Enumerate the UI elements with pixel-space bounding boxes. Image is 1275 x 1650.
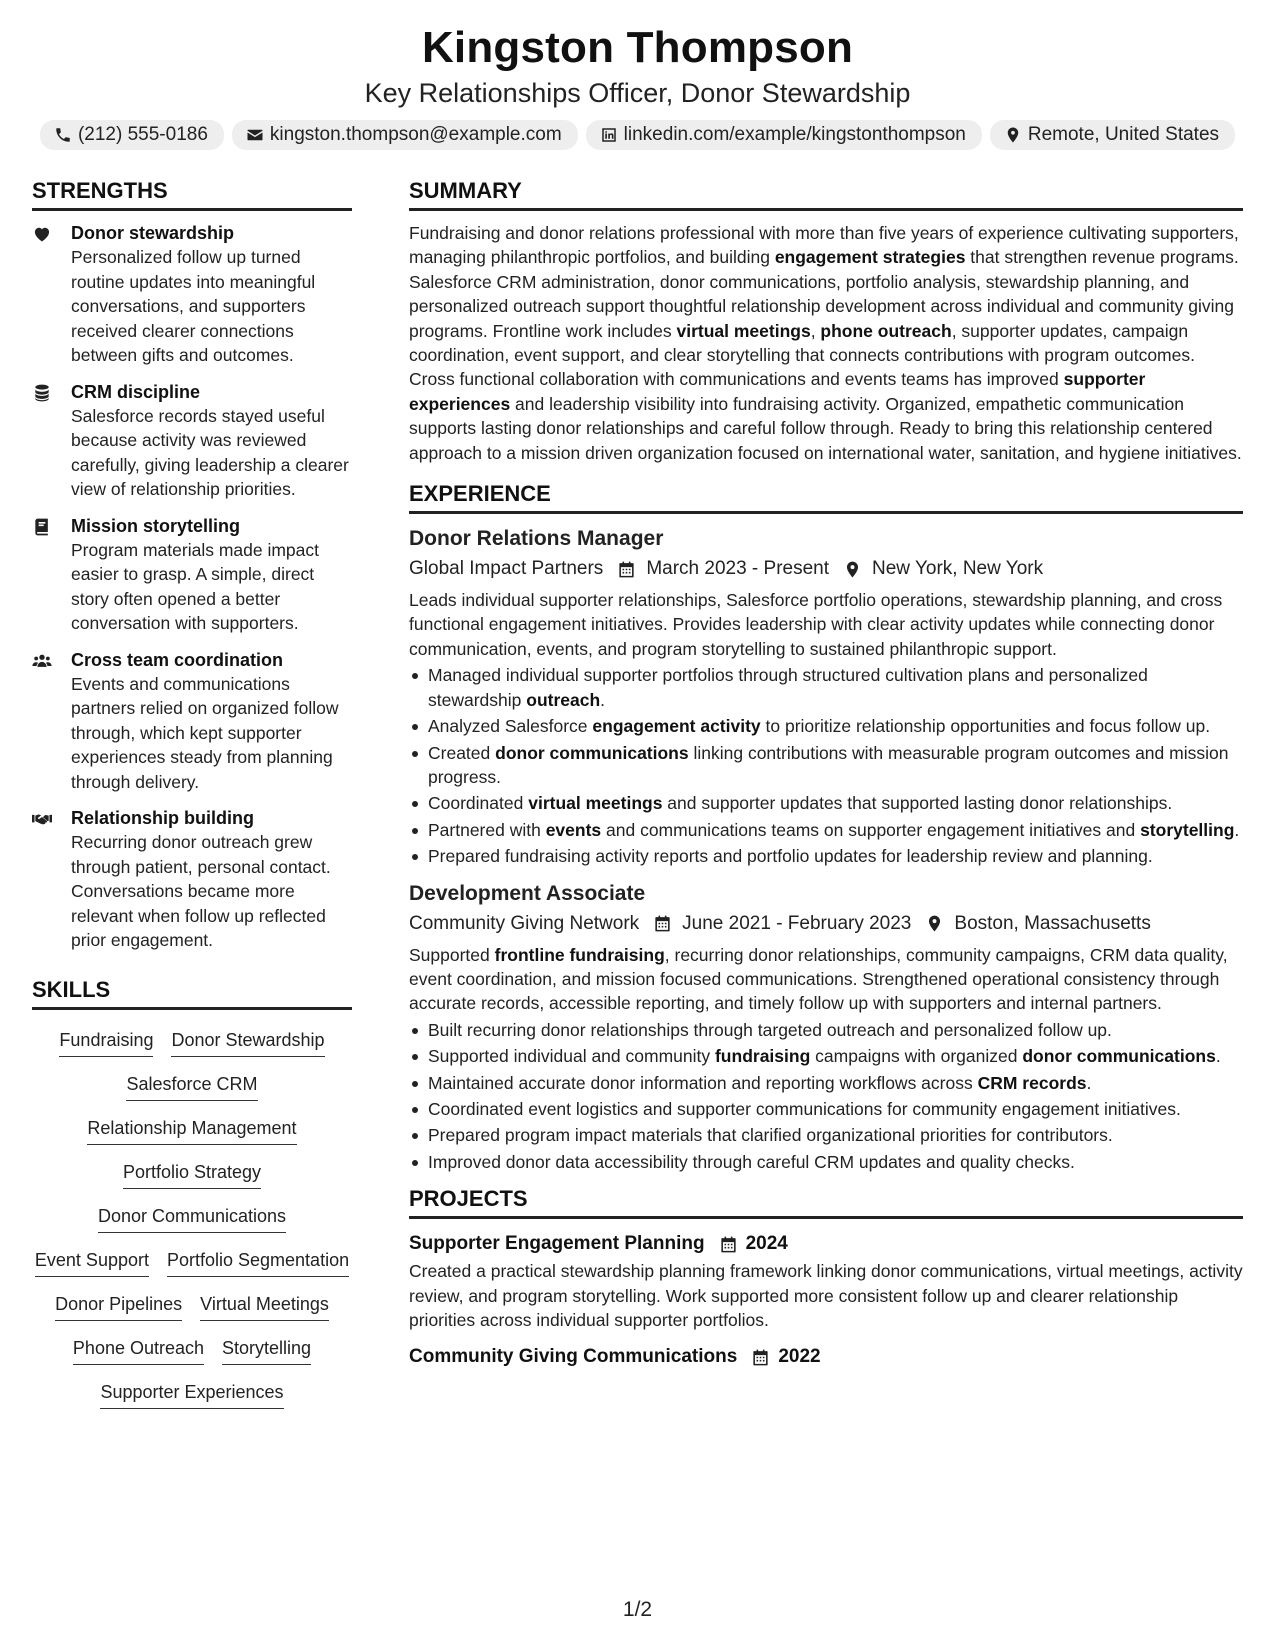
contact-email-text: kingston.thompson@example.com <box>269 124 562 145</box>
summary-text: Fundraising and donor relations professional with more than five years of experience cultivating supporters, managing philanthropic portfolios, and building engagement strategies that strengthen revenue programs. Salesforce CRM administration, donor communications, portfolio analysis, stewardship planning, and personalized outreach support thoughtful relationship development across individual and community giving programs. Frontline work includes virtual meetings, phone outreach, supporter updates, campaign coordination, event support, and clear storytelling that connects contributions with program outcomes. Cross functional collaboration with communications and events teams has improved supporter experiences and leadership visibility into fundraising activity. Organized, empathetic communication supports lasting donor relationships and careful follow through. Ready to bring this relationship centered approach to a mission driven organization focused on international water, sanitation, and hygiene initiatives. <box>409 223 1242 463</box>
contact-location-text: Remote, United States <box>1027 124 1220 145</box>
project-description: Created a practical stewardship planning framework linking donor communications, virtual meetings, activity review, and program storytelling. Work supported more consistent follow up and clearer relationship priorities across individual supporter portfolios. <box>409 1261 1243 1330</box>
summary-heading: SUMMARY <box>409 176 1243 211</box>
database-icon <box>32 383 52 403</box>
skill-tag: Virtual Meetings <box>200 1292 329 1321</box>
experience-heading: EXPERIENCE <box>409 479 1243 514</box>
skill-tag: Portfolio Strategy <box>123 1160 261 1189</box>
bullet-item: Coordinated event logistics and supporter communications for community engagement initiatives. <box>409 1097 1243 1121</box>
skill-tag: Event Support <box>35 1248 149 1277</box>
location-pin-icon <box>925 914 944 933</box>
skill-tag: Donor Communications <box>98 1204 286 1233</box>
bullet-item: Prepared fundraising activity reports and portfolio updates for leadership review and planning. <box>409 844 1243 868</box>
bullet-item: Managed individual supporter portfolios through structured cultivation plans and personalized stewardship outreach. <box>409 663 1243 712</box>
strength-desc: Personalized follow up turned routine updates into meaningful conversations, and supporters received clearer connections between gifts and outcomes. <box>71 247 316 365</box>
candidate-name: Kingston Thompson <box>421 23 854 72</box>
project-title-row <box>409 1342 1243 1372</box>
heart-icon <box>32 224 52 244</box>
envelope-icon <box>246 126 264 144</box>
job-meta <box>409 909 1243 939</box>
bullet-item: Built recurring donor relationships through targeted outreach and personalized follow up. <box>409 1018 1243 1042</box>
bullet-item: Partnered with events and communications teams on supporter engagement initiatives and storytelling. <box>409 818 1243 842</box>
bullet-item: Created donor communications linking contributions with measurable program outcomes and mission progress. <box>409 741 1243 790</box>
strength-name: CRM discipline <box>71 381 201 402</box>
strength-name: Mission storytelling <box>71 515 241 536</box>
skill-tag: Relationship Management <box>87 1116 296 1145</box>
left-column <box>32 176 352 1409</box>
page-number: 1/2 <box>622 1598 653 1621</box>
project-year: 2024 <box>745 1233 788 1255</box>
skill-tag: Supporter Experiences <box>100 1380 283 1409</box>
bullet-item: Coordinated virtual meetings and supporter updates that supported lasting donor relationships. <box>409 791 1243 815</box>
strength-item <box>32 221 352 368</box>
strength-desc: Events and communications partners relied on organized follow through, which kept supporter experiences steady from planning through delivery. <box>71 673 339 792</box>
strength-desc: Program materials made impact easier to grasp. A simple, direct story often opened a better conversation with supporters. <box>71 539 319 633</box>
project-title-row <box>409 1229 1243 1259</box>
skill-tag: Donor Pipelines <box>55 1292 182 1321</box>
contact-linkedin-text: linkedin.com/example/kingstonthompson <box>623 124 966 145</box>
strength-item <box>32 514 352 636</box>
skill-tag: Storytelling <box>222 1336 311 1365</box>
bullet-item: Prepared program impact materials that clarified organizational priorities for contributors. <box>409 1123 1243 1147</box>
right-column <box>409 176 1243 1372</box>
skills-heading: SKILLS <box>32 975 352 1010</box>
contact-phone[interactable] <box>40 120 224 150</box>
calendar-icon <box>719 1235 738 1254</box>
project-entry <box>409 1229 1243 1332</box>
job-bullets <box>409 1018 1243 1174</box>
candidate-title: Key Relationships Officer, Donor Stewardship <box>364 78 911 108</box>
projects-heading: PROJECTS <box>409 1184 1243 1219</box>
skill-tag: Portfolio Segmentation <box>167 1248 349 1277</box>
strength-item <box>32 648 352 795</box>
resume-header <box>0 0 1275 150</box>
linkedin-icon <box>600 126 618 144</box>
skill-tag: Phone Outreach <box>73 1336 204 1365</box>
job-entry <box>409 524 1243 868</box>
job-bullets <box>409 663 1243 868</box>
skill-tag: Salesforce CRM <box>126 1072 257 1101</box>
job-dates: March 2023 - Present <box>646 558 830 580</box>
users-icon <box>32 651 52 671</box>
job-entry <box>409 879 1243 1175</box>
bullet-item: Supported individual and community fundraising campaigns with organized donor communications. <box>409 1044 1243 1068</box>
job-description: Supported frontline fundraising, recurring donor relationships, community campaigns, CRM data quality, event coordination, and mission focused communications. Strengthened operational consistency through accurate records, accessible reporting, and timely follow up with supporters and internal partners. <box>409 944 1228 1014</box>
calendar-icon <box>653 914 672 933</box>
skills-list <box>32 1024 352 1409</box>
calendar-icon <box>751 1348 770 1367</box>
location-pin-icon <box>1004 126 1022 144</box>
handshake-icon <box>32 809 52 829</box>
calendar-icon <box>617 560 636 579</box>
job-company: Global Impact Partners <box>409 558 604 580</box>
contact-linkedin[interactable] <box>586 120 982 150</box>
contact-location <box>990 120 1235 150</box>
project-year: 2022 <box>778 1346 821 1368</box>
job-location: New York, New York <box>872 558 1044 580</box>
strengths-heading: STRENGTHS <box>32 176 352 211</box>
job-meta <box>409 554 1243 584</box>
phone-icon <box>54 126 72 144</box>
contact-email[interactable] <box>232 120 578 150</box>
strength-desc: Salesforce records stayed useful because activity was reviewed carefully, giving leadership a clearer view of relationship priorities. <box>71 405 349 499</box>
strength-item <box>32 380 352 502</box>
job-location: Boston, Massachusetts <box>954 912 1151 934</box>
job-dates: June 2021 - February 2023 <box>682 912 912 934</box>
strength-item <box>32 806 352 953</box>
project-title: Supporter Engagement Planning <box>409 1233 705 1255</box>
job-title: Development Associate <box>409 881 646 905</box>
contact-phone-text: (212) 555-0186 <box>77 124 208 145</box>
strength-desc: Recurring donor outreach grew through patient, personal contact. Conversations became more relevant when follow up reflected prior engagement. <box>71 832 331 950</box>
job-company: Community Giving Network <box>409 912 640 934</box>
bullet-item: Maintained accurate donor information and reporting workflows across CRM records. <box>409 1071 1243 1095</box>
project-title: Community Giving Communications <box>409 1346 738 1368</box>
strength-name: Donor stewardship <box>71 223 235 243</box>
bullet-item: Analyzed Salesforce engagement activity to prioritize relationship opportunities and focus follow up. <box>409 714 1243 738</box>
job-title: Donor Relations Manager <box>409 527 664 551</box>
book-icon <box>32 517 52 537</box>
skill-tag: Fundraising <box>59 1028 153 1057</box>
project-entry <box>409 1342 1243 1372</box>
contact-bar <box>0 120 1275 150</box>
skill-tag: Donor Stewardship <box>171 1028 324 1057</box>
strength-name: Relationship building <box>71 808 254 828</box>
bullet-item: Improved donor data accessibility through careful CRM updates and quality checks. <box>409 1150 1243 1174</box>
strength-name: Cross team coordination <box>71 649 284 670</box>
location-pin-icon <box>843 560 862 579</box>
job-description: Leads individual supporter relationships, Salesforce portfolio operations, stewardship planning, and cross functional engagement initiatives. Provides leadership with clear activity updates while connecting donor communication, events, and program storytelling to sustained philanthropic support. <box>409 590 1223 659</box>
